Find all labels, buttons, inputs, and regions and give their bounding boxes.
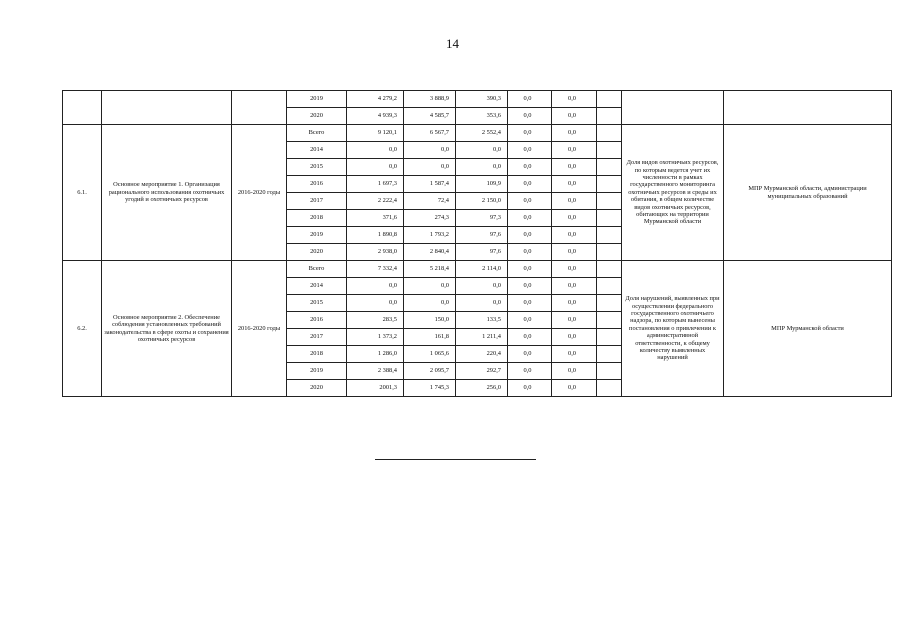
value-cell: 0,0: [508, 193, 552, 210]
value-cell: 0,0: [552, 329, 597, 346]
value-cell: 353,6: [456, 108, 508, 125]
value-cell: 0,0: [552, 91, 597, 108]
value-cell: 0,0: [552, 363, 597, 380]
value-cell: 0,0: [508, 159, 552, 176]
year-cell: Всего: [287, 261, 347, 278]
spacer-cell: [597, 142, 622, 159]
value-cell: 1 793,2: [404, 227, 456, 244]
spacer-cell: [597, 329, 622, 346]
value-cell: 7 332,4: [347, 261, 404, 278]
value-cell: 97,6: [456, 227, 508, 244]
year-cell: 2018: [287, 210, 347, 227]
value-cell: 2 114,0: [456, 261, 508, 278]
value-cell: 0,0: [552, 261, 597, 278]
value-cell: 256,0: [456, 380, 508, 397]
value-cell: 0,0: [552, 227, 597, 244]
spacer-cell: [597, 125, 622, 142]
value-cell: 0,0: [508, 261, 552, 278]
value-cell: 0,0: [508, 227, 552, 244]
value-cell: 0,0: [552, 159, 597, 176]
year-cell: 2019: [287, 227, 347, 244]
value-cell: 0,0: [508, 91, 552, 108]
separator-line: [375, 459, 536, 460]
table-row: [63, 261, 892, 278]
year-cell: 2020: [287, 380, 347, 397]
value-cell: 6 567,7: [404, 125, 456, 142]
year-cell: Всего: [287, 125, 347, 142]
value-cell: 292,7: [456, 363, 508, 380]
year-cell: 2014: [287, 142, 347, 159]
value-cell: 2001,3: [347, 380, 404, 397]
year-cell: 2020: [287, 108, 347, 125]
value-cell: 0,0: [404, 278, 456, 295]
value-cell: 0,0: [456, 278, 508, 295]
value-cell: 1 890,8: [347, 227, 404, 244]
value-cell: 0,0: [508, 312, 552, 329]
spacer-cell: [597, 91, 622, 108]
value-cell: 1 745,3: [404, 380, 456, 397]
value-cell: 0,0: [508, 295, 552, 312]
activity-name: Основное мероприятие 2. Обеспечение соблюдения установленных требований законодательства в сфере охоты и сохранения охотничьих ресурсов: [102, 261, 232, 397]
name-cell: [102, 91, 232, 125]
value-cell: 390,3: [456, 91, 508, 108]
value-cell: 0,0: [552, 125, 597, 142]
value-cell: 0,0: [552, 312, 597, 329]
value-cell: 2 388,4: [347, 363, 404, 380]
activity-executor: МПР Мурманской области: [724, 261, 892, 397]
value-cell: 0,0: [552, 193, 597, 210]
value-cell: 0,0: [508, 108, 552, 125]
value-cell: 2 222,4: [347, 193, 404, 210]
activity-indicator: Доля нарушений, выявленных при осуществлении федерального государственного охотничьего надзора, по которым вынесены постановления о привлечении к административной ответственности, к общему количеству выявленных нарушений: [622, 261, 724, 397]
year-cell: 2018: [287, 346, 347, 363]
value-cell: 109,9: [456, 176, 508, 193]
value-cell: 0,0: [508, 363, 552, 380]
value-cell: 2 938,0: [347, 244, 404, 261]
year-cell: 2015: [287, 159, 347, 176]
value-cell: 1 286,0: [347, 346, 404, 363]
value-cell: 0,0: [508, 278, 552, 295]
value-cell: 0,0: [508, 210, 552, 227]
code-cell: [63, 91, 102, 125]
value-cell: 4 939,3: [347, 108, 404, 125]
spacer-cell: [597, 346, 622, 363]
value-cell: 0,0: [552, 295, 597, 312]
value-cell: 0,0: [508, 142, 552, 159]
spacer-cell: [597, 312, 622, 329]
program-table: [62, 90, 892, 397]
value-cell: 0,0: [347, 142, 404, 159]
executor-cell: [724, 91, 892, 125]
value-cell: 4 585,7: [404, 108, 456, 125]
value-cell: 0,0: [404, 142, 456, 159]
spacer-cell: [597, 210, 622, 227]
indicator-cell: [622, 91, 724, 125]
value-cell: 0,0: [456, 295, 508, 312]
year-cell: 2020: [287, 244, 347, 261]
value-cell: 97,3: [456, 210, 508, 227]
spacer-cell: [597, 295, 622, 312]
value-cell: 0,0: [508, 125, 552, 142]
spacer-cell: [597, 244, 622, 261]
table-row: [63, 91, 892, 108]
spacer-cell: [597, 176, 622, 193]
value-cell: 3 888,9: [404, 91, 456, 108]
activity-indicator: Доля видов охотничьих ресурсов, по которым ведется учет их численности в рамках государственного мониторинга охотничьих ресурсов и среды их обитания, в общем количестве видов охотничьих ресурсов, обитающих на территории Мурманской области: [622, 125, 724, 261]
value-cell: 1 697,3: [347, 176, 404, 193]
value-cell: 283,5: [347, 312, 404, 329]
spacer-cell: [597, 380, 622, 397]
value-cell: 0,0: [552, 278, 597, 295]
value-cell: 4 279,2: [347, 91, 404, 108]
value-cell: 0,0: [347, 295, 404, 312]
value-cell: 0,0: [404, 295, 456, 312]
value-cell: 0,0: [552, 176, 597, 193]
year-cell: 2016: [287, 312, 347, 329]
value-cell: 2 095,7: [404, 363, 456, 380]
value-cell: 0,0: [508, 176, 552, 193]
activity-executor: МПР Мурманской области, администрации муниципальных образований: [724, 125, 892, 261]
value-cell: 0,0: [552, 346, 597, 363]
period-cell: [232, 91, 287, 125]
spacer-cell: [597, 159, 622, 176]
value-cell: 274,3: [404, 210, 456, 227]
spacer-cell: [597, 261, 622, 278]
value-cell: 0,0: [456, 159, 508, 176]
value-cell: 2 150,0: [456, 193, 508, 210]
table-row: [63, 125, 892, 142]
value-cell: 5 218,4: [404, 261, 456, 278]
value-cell: 2 840,4: [404, 244, 456, 261]
year-cell: 2015: [287, 295, 347, 312]
value-cell: 1 587,4: [404, 176, 456, 193]
value-cell: 0,0: [508, 380, 552, 397]
page-number: 14: [446, 36, 459, 51]
value-cell: 1 373,2: [347, 329, 404, 346]
value-cell: 0,0: [552, 244, 597, 261]
value-cell: 0,0: [552, 108, 597, 125]
spacer-cell: [597, 108, 622, 125]
year-cell: 2017: [287, 193, 347, 210]
activity-code: 6.2.: [63, 261, 102, 397]
value-cell: 133,5: [456, 312, 508, 329]
value-cell: 0,0: [508, 244, 552, 261]
year-cell: 2014: [287, 278, 347, 295]
value-cell: 72,4: [404, 193, 456, 210]
value-cell: 0,0: [347, 159, 404, 176]
value-cell: 97,6: [456, 244, 508, 261]
value-cell: 150,0: [404, 312, 456, 329]
year-cell: 2019: [287, 91, 347, 108]
activity-code: 6.1.: [63, 125, 102, 261]
value-cell: 220,4: [456, 346, 508, 363]
value-cell: 0,0: [347, 278, 404, 295]
value-cell: 0,0: [552, 142, 597, 159]
value-cell: 371,6: [347, 210, 404, 227]
year-cell: 2016: [287, 176, 347, 193]
spacer-cell: [597, 227, 622, 244]
spacer-cell: [597, 278, 622, 295]
value-cell: 1 211,4: [456, 329, 508, 346]
value-cell: 0,0: [508, 329, 552, 346]
spacer-cell: [597, 193, 622, 210]
value-cell: 0,0: [456, 142, 508, 159]
activity-period: 2016-2020 годы: [232, 125, 287, 261]
year-cell: 2019: [287, 363, 347, 380]
value-cell: 0,0: [508, 346, 552, 363]
value-cell: 9 120,1: [347, 125, 404, 142]
activity-name: Основное мероприятие 1. Организация рационального использования охотничьих угодий и охотничьих ресурсов: [102, 125, 232, 261]
activity-period: 2016-2020 годы: [232, 261, 287, 397]
value-cell: 161,8: [404, 329, 456, 346]
value-cell: 0,0: [552, 210, 597, 227]
value-cell: 1 065,6: [404, 346, 456, 363]
value-cell: 2 552,4: [456, 125, 508, 142]
value-cell: 0,0: [404, 159, 456, 176]
year-cell: 2017: [287, 329, 347, 346]
value-cell: 0,0: [552, 380, 597, 397]
spacer-cell: [597, 363, 622, 380]
